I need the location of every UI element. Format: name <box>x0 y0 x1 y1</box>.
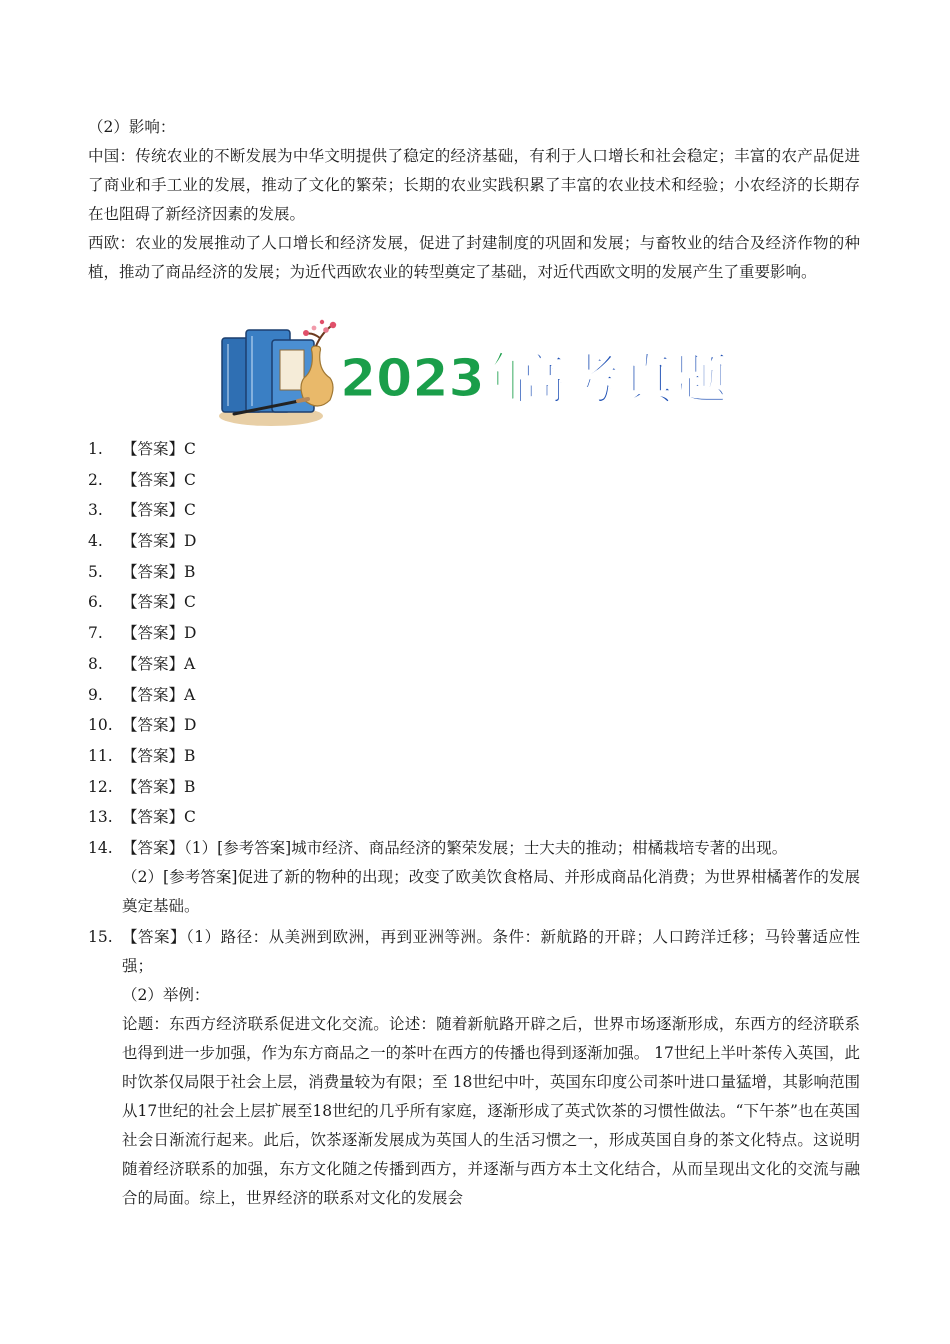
answer-text: 【答案】B <box>122 562 196 581</box>
answer-item-14 <box>88 834 860 921</box>
answer-text: 【答案】C <box>122 501 196 520</box>
answer-text: 【答案】D <box>122 532 197 551</box>
answer-text: 【答案】A <box>122 685 196 704</box>
answer-number: 3. <box>88 501 103 520</box>
answer-number: 11. <box>88 746 113 765</box>
q14-part1: 【答案】（1）[参考答案]城市经济、商品经济的繁荣发展；士大夫的推动；柑橘栽培专著的出现。 <box>122 838 788 857</box>
answer-item <box>88 649 860 680</box>
answer-number: 15. <box>88 927 113 946</box>
answer-item <box>88 741 860 772</box>
answer-number: 1. <box>88 440 103 458</box>
q15-essay: 论题：东西方经济联系促进文化交流。论述：随着新航路开辟之后，世界市场逐渐形成，东西方的经济联系也得到进一步加强，作为东方商品之一的茶叶在西方的传播也得到逐渐加强。 17世纪上半叶茶传入英国，此时饮茶仅局限于社会上层，消费量较为有限；至 18世纪中叶，英国东印度公司茶叶进口量猛增，其影响范围从17世纪的社会上层扩展至18世纪的几乎所有家庭，逐渐形成了英式饮茶的习惯性做法。“下午茶”也在英国社会日渐流行起来。此后，饮茶逐渐发展成为英国人的生活习惯之一，形成英国自身的茶文化特点。这说明随着经济联系的加强，东方文化随之传播到西方，并逐渐与西方本土文化结合，从而呈现出文化的交流与融合的局面。综上，世界经济的联系对文化的发展会 <box>122 1014 860 1207</box>
q14-part2: （2）[参考答案]促进了新的物种的出现；改变了欧美饮食格局、并形成商品化消费；为世界柑橘著作的发展奠定基础。 <box>122 867 860 915</box>
answer-number: 14. <box>88 838 113 857</box>
answer-item <box>88 802 860 833</box>
answer-item <box>88 526 860 557</box>
answer-item <box>88 710 860 741</box>
exam-banner <box>216 318 736 430</box>
answer-text: 【答案】C <box>122 440 196 458</box>
answer-number: 7. <box>88 624 103 643</box>
banner-title: 高考真题 <box>512 348 728 411</box>
answer-list <box>88 434 860 1213</box>
answer-number: 10. <box>88 716 113 735</box>
answer-text: 【答案】D <box>122 716 197 735</box>
answer-text: 【答案】B <box>122 777 196 796</box>
q15-part2-heading: （2）举例： <box>122 985 210 1004</box>
answer-item <box>88 465 860 496</box>
answer-item <box>88 557 860 588</box>
banner-year: 2023年 <box>340 349 537 409</box>
answer-item <box>88 772 860 803</box>
answer-text: 【答案】D <box>122 624 197 643</box>
answer-item <box>88 587 860 618</box>
answer-number: 6. <box>88 593 103 612</box>
answer-item <box>88 680 860 711</box>
answer-number: 12. <box>88 777 113 796</box>
answer-number: 5. <box>88 562 103 581</box>
answer-number: 9. <box>88 685 103 704</box>
answer-text: 【答案】C <box>122 593 196 612</box>
intro-heading: （2）影响： <box>88 118 176 136</box>
answer-text: 【答案】A <box>122 654 196 673</box>
q15-part1: 【答案】（1）路径：从美洲到欧洲，再到亚洲等洲。条件：新航路的开辟；人口跨洋迁移；马铃薯适应性强； <box>122 927 860 975</box>
answer-item <box>88 495 860 526</box>
answer-number: 4. <box>88 532 103 551</box>
china-paragraph: 中国：传统农业的不断发展为中华文明提供了稳定的经济基础，有利于人口增长和社会稳定；丰富的农产品促进了商业和手工业的发展，推动了文化的繁荣；长期的农业实践积累了丰富的农业技术和经验；小农经济的长期存在也阻碍了新经济因素的发展。 <box>88 147 860 223</box>
section-intro <box>88 113 860 287</box>
answer-number: 8. <box>88 654 103 673</box>
answer-text: 【答案】C <box>122 808 196 827</box>
answer-number: 2. <box>88 470 103 489</box>
answer-text: 【答案】C <box>122 470 196 489</box>
answer-item <box>88 618 860 649</box>
answer-text: 【答案】B <box>122 746 196 765</box>
answer-item <box>88 434 860 465</box>
west-paragraph: 西欧：农业的发展推动了人口增长和经济发展，促进了封建制度的巩固和发展；与畜牧业的结合及经济作物的种植，推动了商品经济的发展；为近代西欧农业的转型奠定了基础，对近代西欧文明的发展产生了重要影响。 <box>88 234 860 281</box>
answer-item-15 <box>88 923 860 1213</box>
answer-number: 13. <box>88 808 113 827</box>
